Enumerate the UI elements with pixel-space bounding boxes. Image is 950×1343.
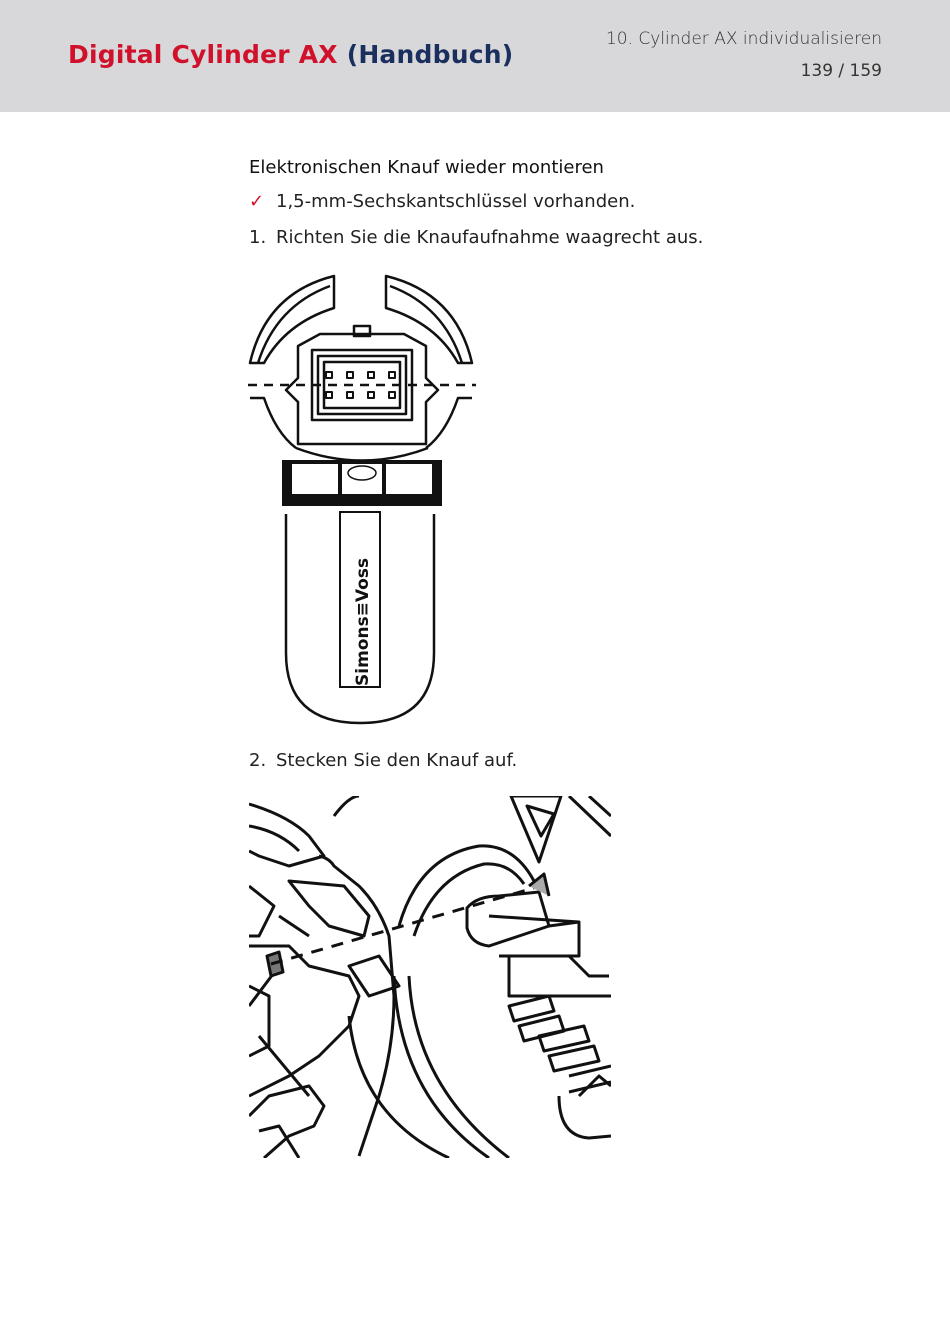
step-number: 1. — [249, 227, 267, 248]
chapter-title: 10. Cylinder AX individualisieren — [605, 29, 882, 49]
step-text: Stecken Sie den Knauf auf. — [276, 750, 518, 771]
step-text: Richten Sie die Knaufaufnahme waagrecht aus. — [276, 227, 704, 248]
brand-main: Digital Cylinder AX — [68, 40, 338, 69]
logo-text: Simons≡Voss — [353, 557, 373, 686]
step-number: 2. — [249, 750, 267, 771]
precondition-item — [249, 191, 635, 212]
step-2 — [249, 750, 517, 771]
brand-sub: (Handbuch) — [346, 40, 514, 69]
page-number: 139 / 159 — [800, 61, 882, 81]
step-1 — [249, 227, 703, 248]
precondition-text: 1,5-mm-Sechskantschlüssel vorhanden. — [276, 191, 636, 212]
section-heading: Elektronischen Knauf wieder montieren — [249, 157, 604, 178]
knob-attach-figure — [249, 796, 611, 1158]
knob-receptacle-figure — [246, 268, 478, 726]
page-header — [0, 0, 950, 112]
manual-title — [68, 40, 513, 69]
check-icon: ✓ — [249, 191, 265, 212]
